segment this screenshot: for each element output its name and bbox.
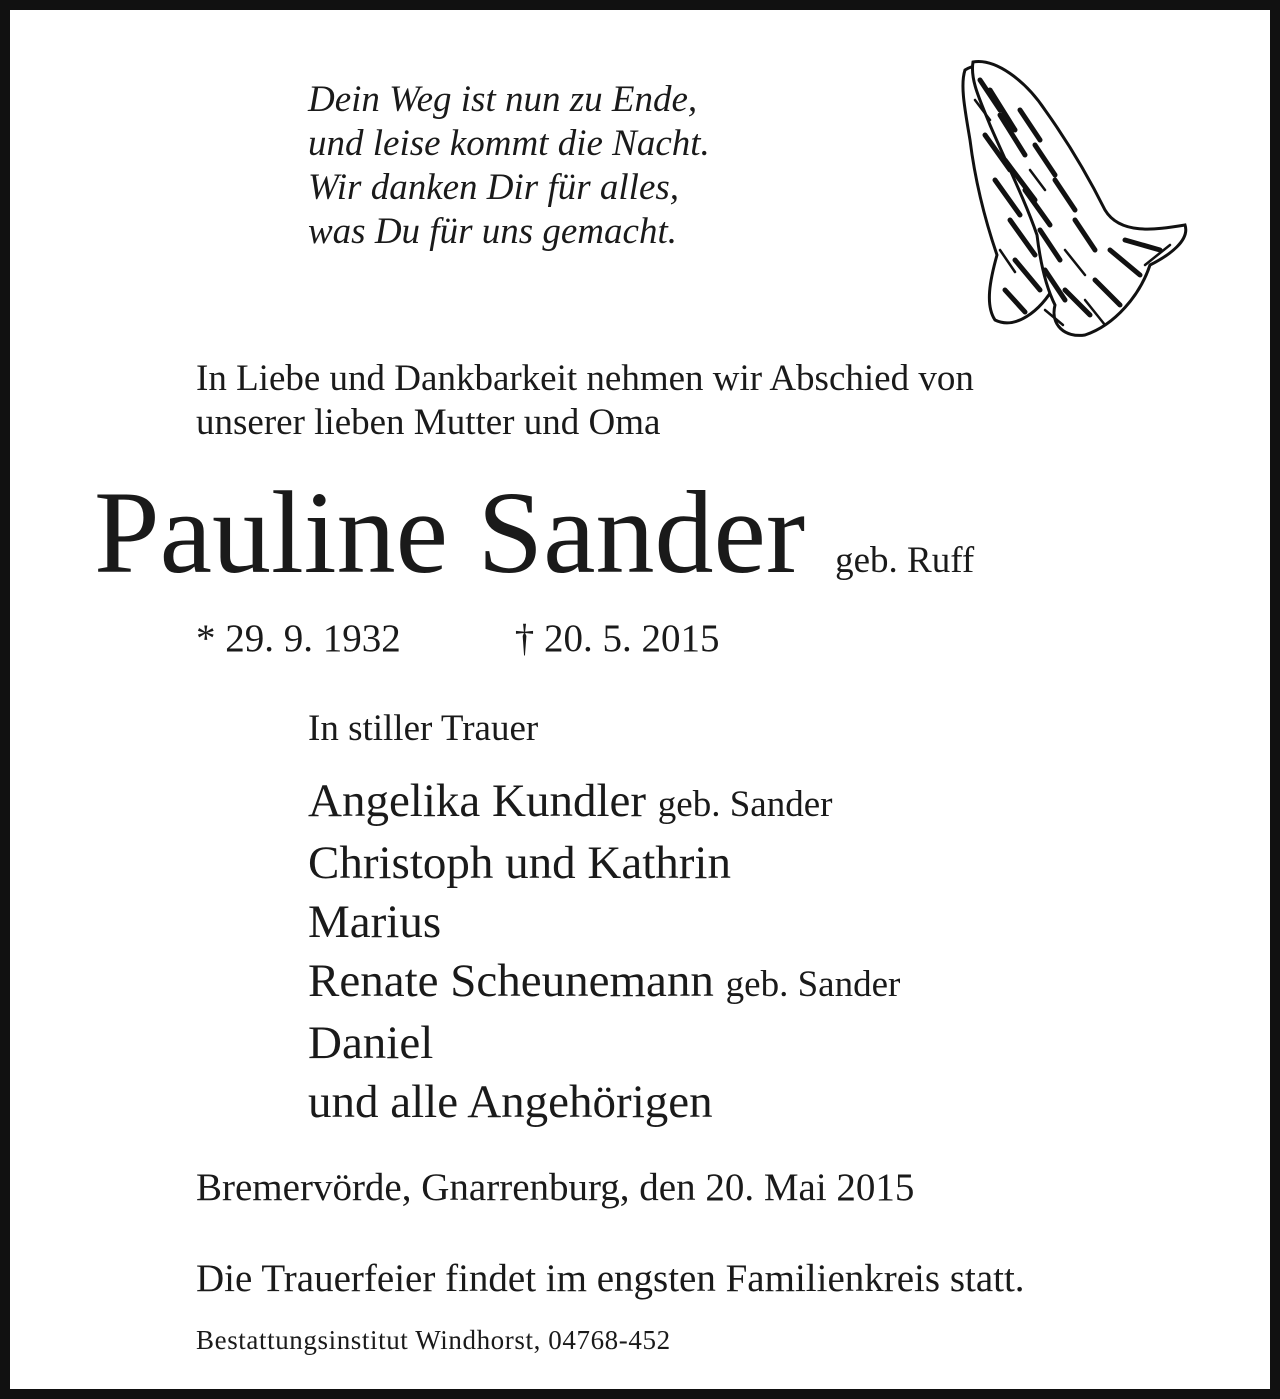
- family-member: [308, 1014, 900, 1073]
- family-member-note: geb. Sander: [657, 784, 833, 825]
- family-member-name: Marius: [308, 896, 442, 948]
- intro-line: unserer lieben Mutter und Oma: [196, 402, 661, 443]
- family-member-name: Christoph und Kathrin: [308, 837, 731, 889]
- family-member: [308, 1073, 900, 1132]
- family-member: [308, 893, 900, 952]
- poem-line: Dein Weg ist nun zu Ende,: [308, 79, 698, 120]
- family-member-name: Angelika Kundler: [308, 775, 647, 827]
- family-member: [308, 952, 900, 1014]
- maiden-name: geb. Ruff: [835, 540, 975, 581]
- ceremony-note: Die Trauerfeier findet im engsten Familienkreis statt.: [196, 1257, 1025, 1300]
- mourning-label: In stiller Trauer: [308, 708, 539, 749]
- memorial-poem: [308, 78, 868, 254]
- place-and-date: Bremervörde, Gnarrenburg, den 20. Mai 2015: [196, 1166, 915, 1209]
- deceased-name-line: [94, 468, 974, 598]
- family-member: [308, 834, 900, 893]
- poem-line: was Du für uns gemacht.: [308, 211, 677, 252]
- family-member: [308, 772, 900, 834]
- deceased-name: Pauline Sander: [94, 467, 806, 598]
- poem-line: und leise kommt die Nacht.: [308, 123, 710, 164]
- birth-date: * 29. 9. 1932: [196, 617, 401, 660]
- intro-line: In Liebe und Dankbarkeit nehmen wir Abschied von: [196, 358, 974, 399]
- praying-hands-icon: [945, 50, 1195, 340]
- undertaker-info: Bestattungsinstitut Windhorst, 04768-452: [196, 1325, 671, 1355]
- family-list: [308, 772, 900, 1132]
- poem-line: Wir danken Dir für alles,: [308, 167, 680, 208]
- death-date: † 20. 5. 2015: [514, 617, 720, 660]
- intro-text: [196, 357, 1256, 445]
- life-dates: [196, 616, 720, 662]
- family-member-note: geb. Sander: [725, 964, 901, 1005]
- family-member-name: Daniel: [308, 1017, 434, 1069]
- family-member-name: Renate Scheunemann: [308, 955, 714, 1007]
- family-member-name: und alle Angehörigen: [308, 1076, 713, 1128]
